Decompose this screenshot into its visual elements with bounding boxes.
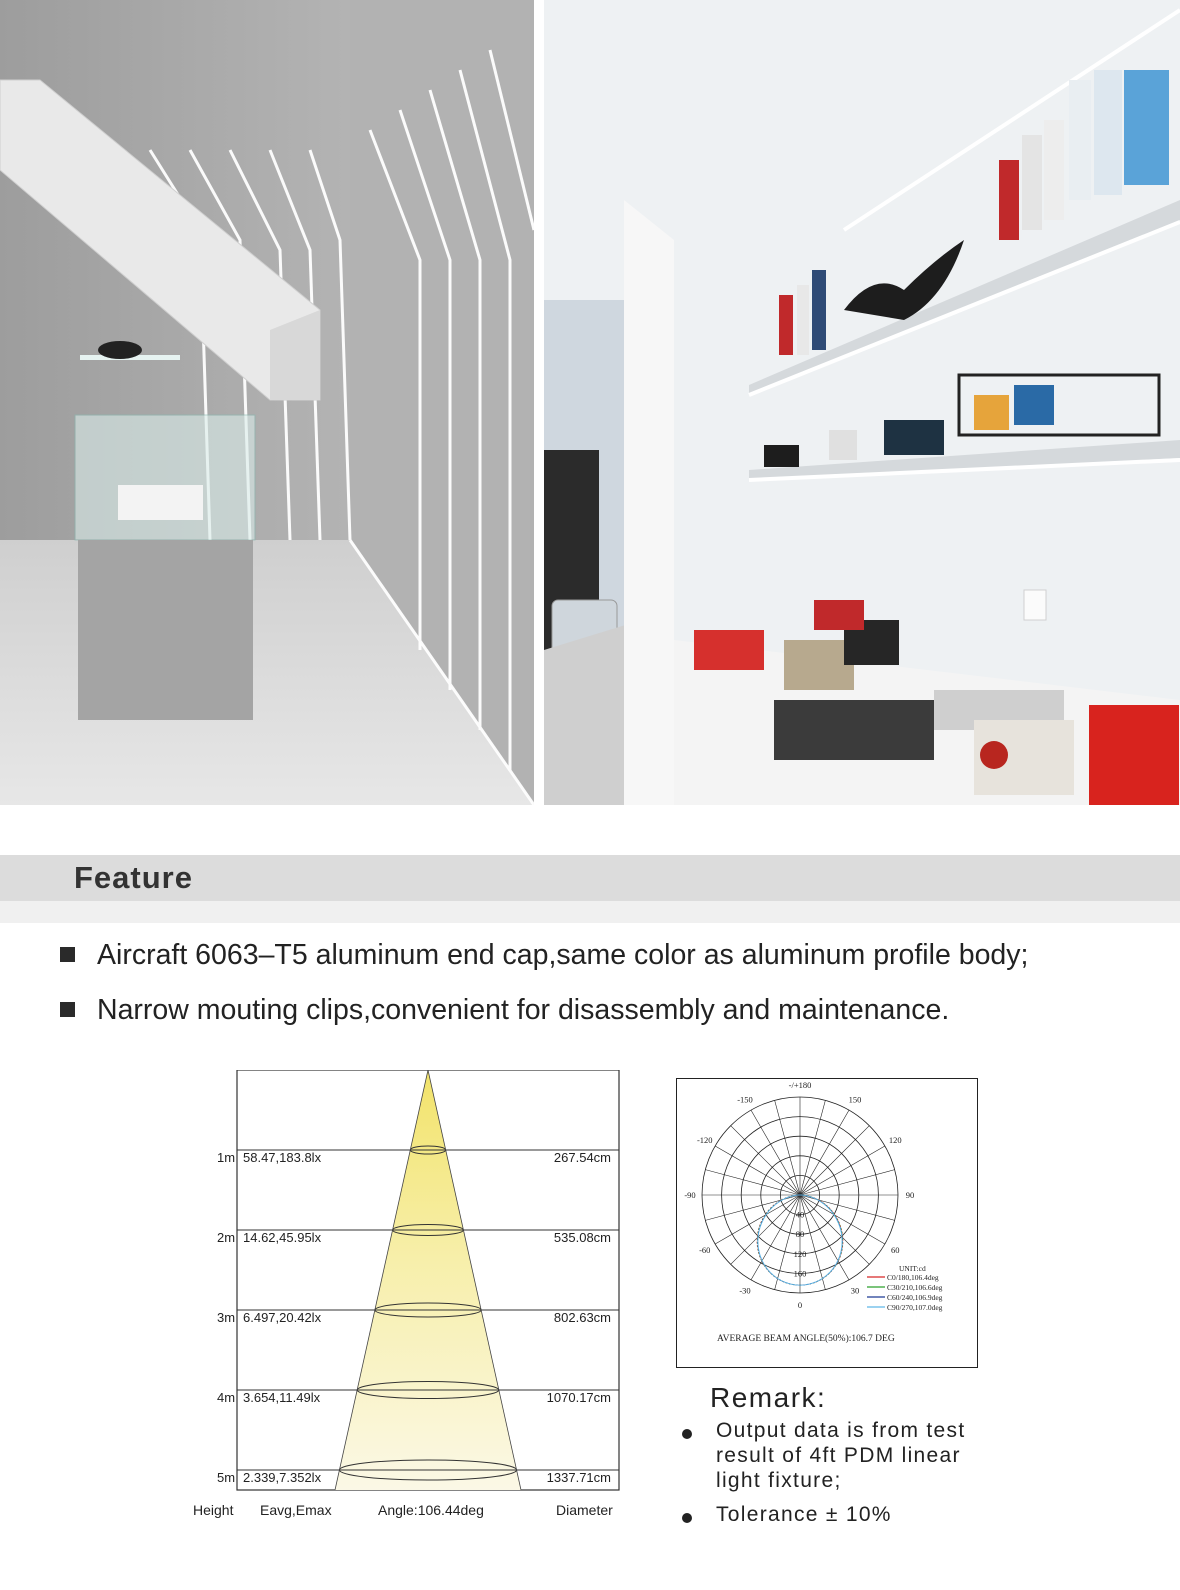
diameter-value: 1337.71cm [546, 1470, 611, 1485]
polar-spoke [715, 1146, 800, 1195]
feature-bullet-text: Aircraft 6063–T5 aluminum end cap,same color as aluminum profile body; [97, 939, 1029, 971]
polar-angle-label: -120 [696, 1135, 713, 1145]
polar-angle-label: 30 [850, 1285, 860, 1296]
diameter-value: 535.08cm [553, 1230, 611, 1245]
footer-diameter-label: Diameter [556, 1502, 613, 1518]
diameter-value: 267.54cm [553, 1150, 611, 1165]
bullet-dot-icon [682, 1429, 692, 1439]
polar-spoke [705, 1170, 800, 1195]
polar-spoke [800, 1195, 895, 1220]
polar-candela-chart [677, 1079, 976, 1366]
photo-display-room [0, 0, 534, 805]
polar-legend-label: C90/270,107.0deg [887, 1303, 943, 1312]
polar-radial-tick: 40 [795, 1209, 805, 1220]
polar-radial-tick: 120 [793, 1248, 807, 1259]
shelving-room-illustration [544, 0, 1180, 805]
beam-angle-text: AVERAGE BEAM ANGLE(50%):106.7 DEG [717, 1334, 895, 1344]
square-bullet-icon [60, 947, 75, 962]
polar-angle-label: 150 [848, 1094, 862, 1105]
polar-angle-label: -30 [739, 1285, 751, 1296]
polar-angle-label: -150 [737, 1094, 753, 1105]
feature-header-underline [0, 901, 1180, 923]
polar-spoke [775, 1100, 800, 1195]
polar-spoke [731, 1195, 800, 1264]
illuminance-cone-chart [185, 1070, 635, 1550]
bullet-dot-icon [682, 1513, 692, 1523]
polar-angle-label: -60 [699, 1245, 711, 1255]
polar-angle-label: 0 [797, 1300, 803, 1310]
polar-angle-label: 60 [891, 1245, 900, 1255]
polar-spoke [705, 1195, 800, 1220]
remark-item-text: Output data is from test result of 4ft PDM linear light fixture; [716, 1419, 966, 1492]
polar-spoke [800, 1100, 825, 1195]
polar-distribution-box [676, 1078, 978, 1368]
footer-height-label: Height [193, 1502, 234, 1518]
footer-angle-label: Angle:106.44deg [378, 1502, 484, 1518]
diameter-value: 802.63cm [553, 1310, 611, 1325]
feature-title: Feature [74, 860, 193, 895]
eavg-emax-value: 3.654,11.49lx [243, 1390, 321, 1405]
polar-spoke [751, 1110, 800, 1195]
eavg-emax-value: 58.47,183.8lx [243, 1150, 322, 1165]
polar-legend-label: C60/240,106.9deg [887, 1293, 943, 1302]
remark-title: Remark: [710, 1382, 827, 1413]
polar-spoke [800, 1170, 895, 1195]
display-room-illustration [0, 0, 534, 805]
diameter-value: 1070.17cm [546, 1390, 611, 1405]
eavg-emax-value: 2.339,7.352lx [243, 1470, 322, 1485]
polar-legend-label: C0/180,106.4deg [887, 1273, 939, 1282]
eavg-emax-value: 6.497,20.42lx [243, 1310, 322, 1325]
polar-angle-label: -90 [684, 1190, 696, 1200]
height-label: 4m [217, 1390, 236, 1405]
height-label: 1m [217, 1150, 236, 1165]
footer-eavg-label: Eavg,Emax [260, 1502, 332, 1518]
polar-unit-label: UNIT:cd [899, 1264, 926, 1273]
feature-bullet [60, 990, 1170, 1030]
polar-radial-tick: 160 [793, 1268, 807, 1279]
polar-spoke [800, 1126, 869, 1195]
eavg-emax-value: 14.62,45.95lx [243, 1230, 322, 1245]
height-label: 2m [217, 1230, 236, 1245]
feature-bullet-text: Narrow mouting clips,convenient for disassembly and maintenance. [97, 994, 950, 1026]
height-label: 5m [217, 1470, 236, 1485]
feature-bullet [60, 935, 1170, 975]
polar-spoke [800, 1146, 885, 1195]
polar-legend-label: C30/210,106.6deg [887, 1283, 943, 1292]
polar-spoke [800, 1195, 869, 1264]
polar-spoke [800, 1110, 849, 1195]
polar-angle-label: -/+180 [788, 1080, 812, 1090]
square-bullet-icon [60, 1002, 75, 1017]
photo-shelving-room [544, 0, 1180, 805]
polar-angle-label: 90 [905, 1190, 915, 1200]
height-label: 3m [217, 1310, 236, 1325]
remark-item-text: Tolerance ± 10% [716, 1503, 892, 1526]
polar-spoke [731, 1126, 800, 1195]
polar-radial-tick: 80 [795, 1229, 805, 1240]
polar-angle-label: 120 [888, 1135, 902, 1145]
